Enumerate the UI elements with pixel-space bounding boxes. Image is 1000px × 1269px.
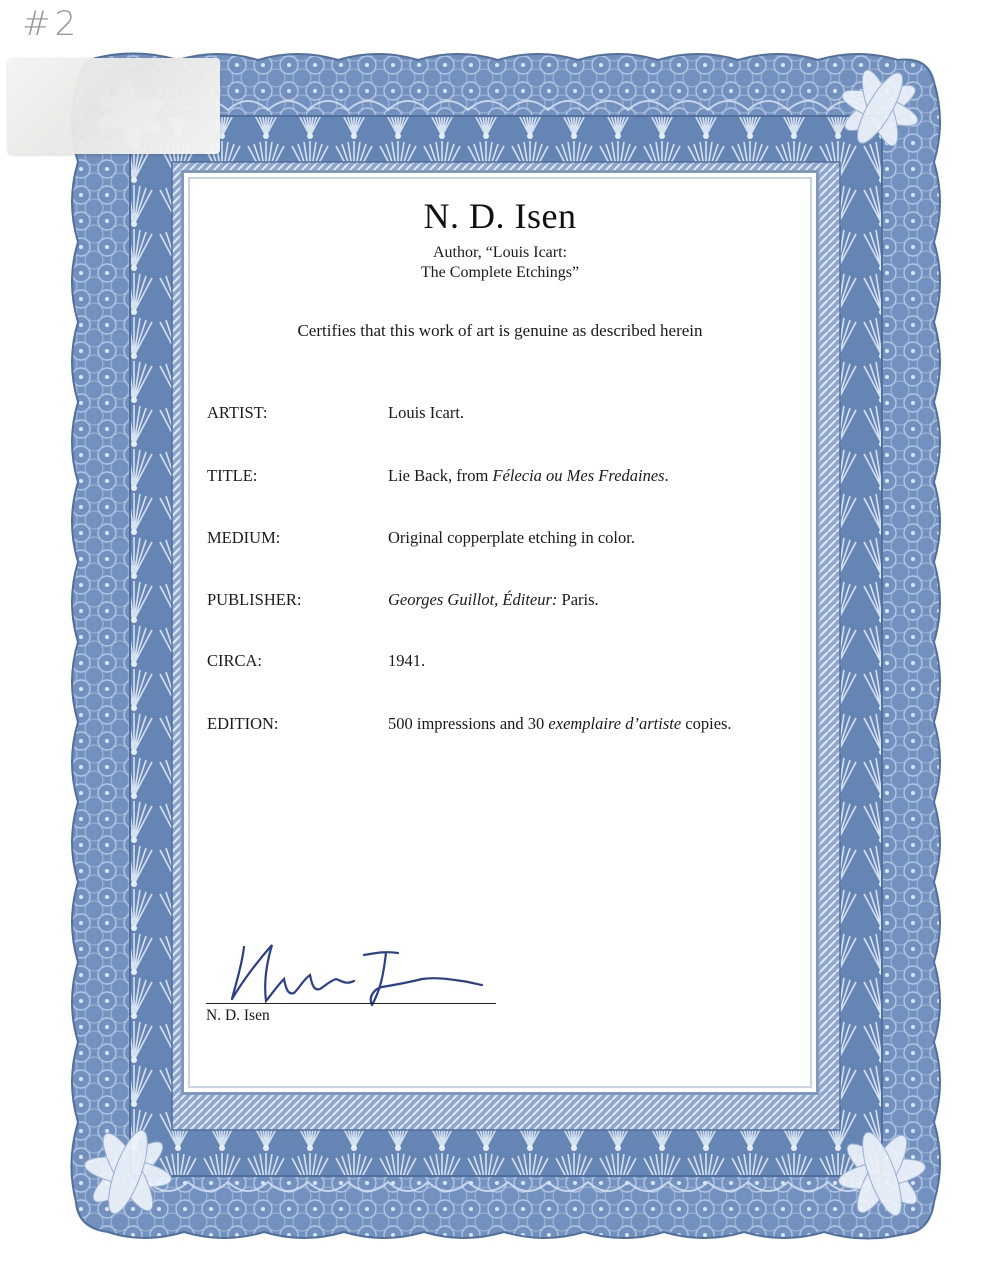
field-value: Louis Icart. [388,403,465,422]
field-value [388,466,669,486]
handwritten-number: #2 [22,4,81,44]
field-value [388,590,599,610]
edition-text: 500 impressions and 30 [388,714,549,733]
field-label: CIRCA: [207,651,263,670]
tape-strip [8,58,220,154]
author-line-2: The Complete Etchings” [420,264,580,281]
certificate-panel [181,170,819,1095]
field-value [388,714,732,734]
field-value: Original copperplate etching in color. [388,528,635,547]
publisher-city: Paris. [557,590,599,609]
issuer-name: N. D. Isen [423,196,577,236]
title-text: Lie Back, from [388,466,493,485]
certification-statement: Certifies that this work of art is genuine as described herein [297,321,703,340]
signature-line [206,1003,496,1004]
title-italic-text: Félecia ou Mes Fredaines [492,466,665,485]
field-label: ARTIST: [207,403,268,422]
edition-end: copies. [681,714,732,733]
publisher-italic-text: Georges Guillot, Éditeur: [388,590,558,609]
title-end: . [664,466,669,485]
author-line-1: Author, “Louis Icart: [433,244,567,261]
field-label: TITLE: [207,466,258,485]
field-label: MEDIUM: [207,528,281,547]
field-label: EDITION: [207,714,279,733]
field-value: 1941. [388,651,426,670]
edition-italic-text: exemplaire d’artiste [548,714,682,733]
field-label: PUBLISHER: [207,590,302,609]
signer-name: N. D. Isen [206,1007,270,1024]
